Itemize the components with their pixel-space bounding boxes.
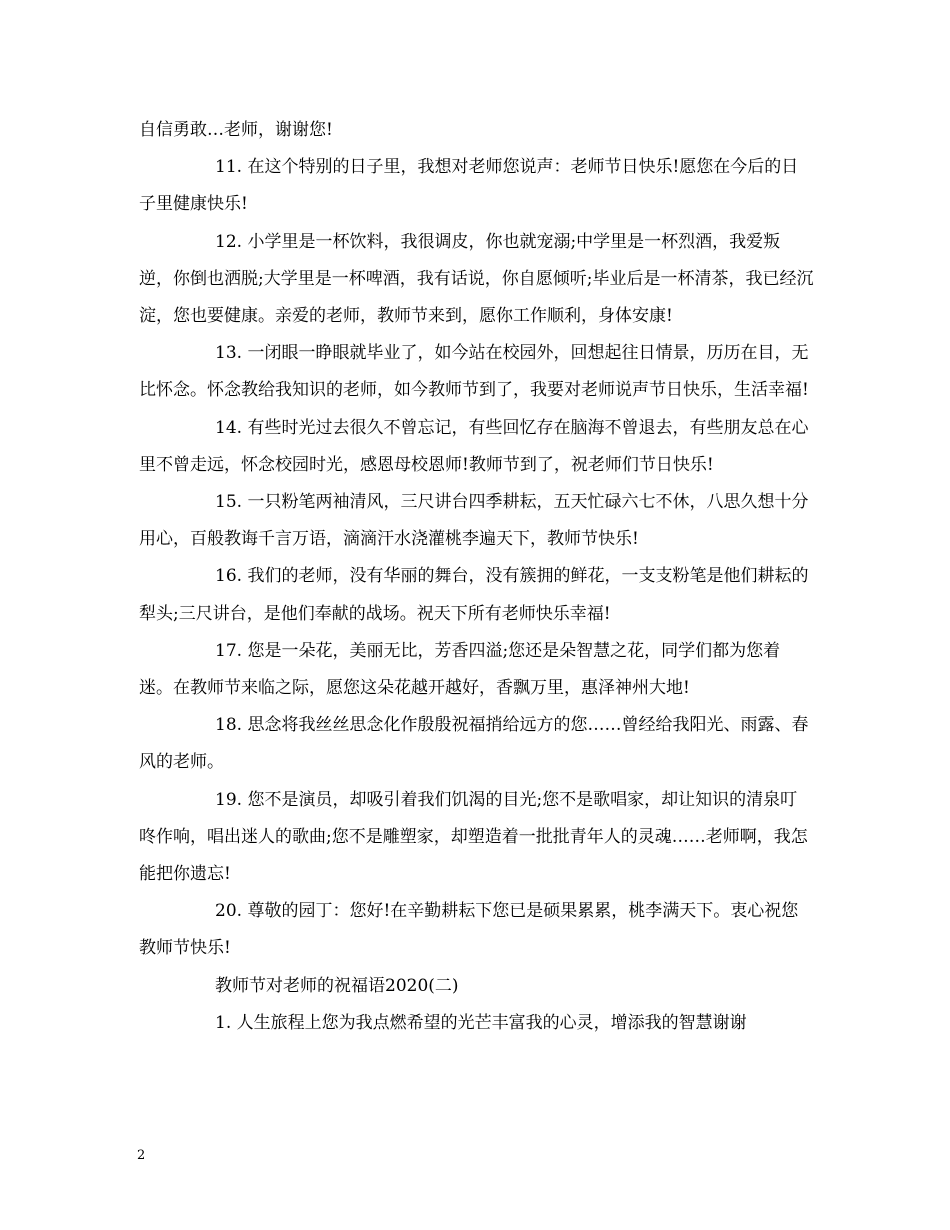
paragraph: 18. 思念将我丝丝思念化作殷殷祝福捎给远方的您……曾经给我阳光、雨露、春风的老师。 xyxy=(139,715,809,773)
paragraph: 13. 一闭眼一睁眼就毕业了，如今站在校园外，回想起往日情景，历历在目，无比怀念。怀念教给我知识的老师，如今教师节到了，我要对老师说声节日快乐，生活幸福! xyxy=(139,343,809,401)
page-number: 2 xyxy=(137,1148,146,1163)
body-text xyxy=(139,112,814,1042)
paragraph: 16. 我们的老师，没有华丽的舞台，没有簇拥的鲜花，一支支粉笔是他们耕耘的犁头;三尺讲台，是他们奉献的战场。祝天下所有老师快乐幸福! xyxy=(139,566,809,624)
paragraph: 自信勇敢…老师，谢谢您! xyxy=(139,120,333,140)
paragraph: 20. 尊敬的园丁：您好!在辛勤耕耘下您已是硕果累累，桃李满天下。衷心祝您教师节快乐! xyxy=(139,901,799,959)
paragraph: 19. 您不是演员，却吸引着我们饥渴的目光;您不是歌唱家，却让知识的清泉叮咚作响，唱出迷人的歌曲;您不是雕塑家，却塑造着一批批青年人的灵魂……老师啊，我怎能把你遗忘! xyxy=(139,789,808,885)
paragraph: 14. 有些时光过去很久不曾忘记，有些回忆存在脑海不曾退去，有些朋友总在心里不曾走远，怀念校园时光，感恩母校恩师!教师节到了，祝老师们节日快乐! xyxy=(139,417,809,475)
section-heading: 教师节对老师的祝福语2020(二) xyxy=(215,975,459,996)
paragraph: 17. 您是一朵花，美丽无比，芳香四溢;您还是朵智慧之花，同学们都为您着迷。在教师节来临之际，愿您这朵花越开越好，香飘万里，惠泽神州大地! xyxy=(139,640,781,699)
paragraph: 11. 在这个特别的日子里，我想对老师您说声：老师节日快乐!愿您在今后的日子里健康快乐! xyxy=(139,157,799,215)
paragraph: 15. 一只粉笔两袖清风，三尺讲台四季耕耘，五天忙碌六七不休，八思久想十分用心，百般教诲千言万语，滴滴汗水浇灌桃李遍天下，教师节快乐! xyxy=(139,492,809,550)
paragraph: 12. 小学里是一杯饮料，我很调皮，你也就宠溺;中学里是一杯烈酒，我爱叛逆，你倒也洒脱;大学里是一杯啤酒，我有话说，你自愿倾听;毕业后是一杯清茶，我已经沉淀，您也要健康。亲爱的老师，教师节来到，愿你工作顺利，身体安康! xyxy=(139,231,814,327)
paragraph: 1. 人生旅程上您为我点燃希望的光芒丰富我的心灵，增添我的智慧谢谢 xyxy=(215,1012,747,1033)
